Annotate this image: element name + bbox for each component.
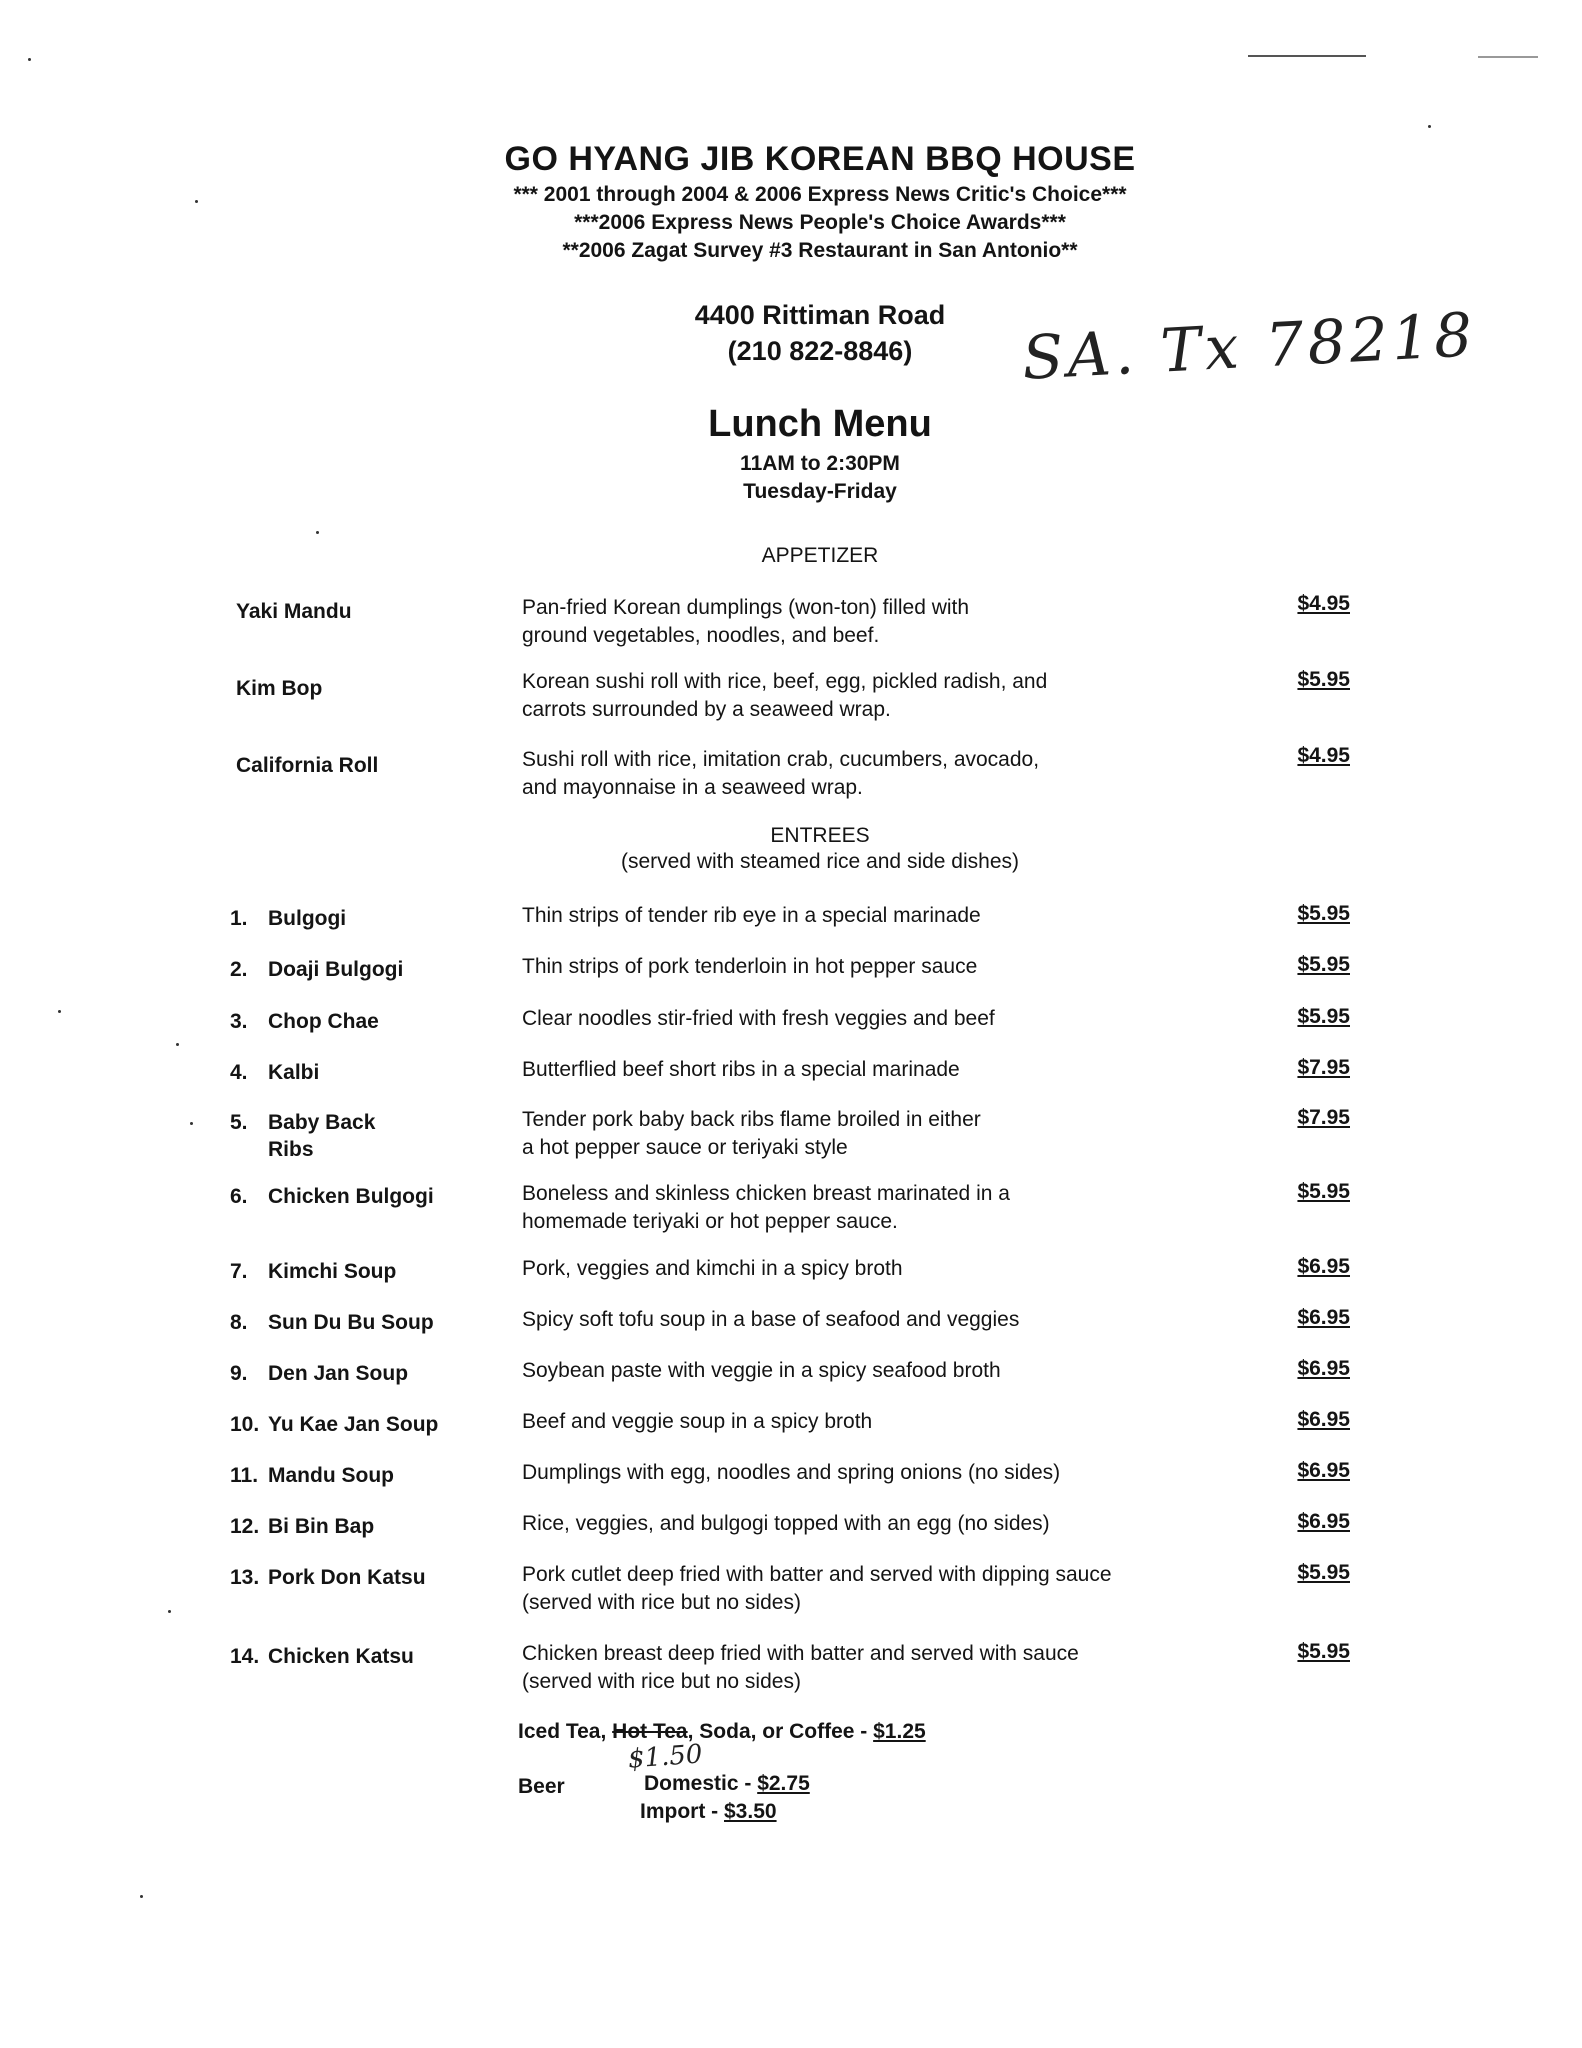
item-description-line: (served with rice but no sides) <box>522 1670 801 1693</box>
item-number: 5. <box>230 1111 248 1134</box>
item-name <box>268 1513 538 1540</box>
item-description <box>522 1306 1242 1334</box>
item-description <box>522 1357 1242 1385</box>
item-number: 9. <box>230 1362 248 1385</box>
beer-import <box>640 1800 777 1824</box>
scan-speck <box>316 531 319 534</box>
item-number: 2. <box>230 958 248 981</box>
item-description-line: ground vegetables, noodles, and beef. <box>522 624 880 647</box>
item-number: 4. <box>230 1061 248 1084</box>
item-name-line: Chicken Bulgogi <box>268 1185 434 1208</box>
item-name-line: Doaji Bulgogi <box>268 958 404 981</box>
item-price: $5.95 <box>1297 1005 1350 1028</box>
entrees-subheading: (served with steamed rice and side dishes) <box>620 850 1019 873</box>
item-description <box>522 1510 1242 1538</box>
item-description-line: homemade teriyaki or hot pepper sauce. <box>522 1210 898 1233</box>
beer-domestic <box>644 1772 810 1796</box>
item-description-line: and mayonnaise in a seaweed wrap. <box>522 776 863 799</box>
beer-import-price: $3.50 <box>724 1800 777 1823</box>
handwritten-price-correction: $1.50 <box>627 1739 704 1775</box>
item-description-line: Pork, veggies and kimchi in a spicy broth <box>522 1257 903 1280</box>
item-description-line: Soybean paste with veggie in a spicy seafood broth <box>522 1359 1001 1382</box>
item-price: $6.95 <box>1297 1459 1350 1482</box>
drinks-line <box>518 1720 926 1744</box>
item-price: $5.95 <box>1297 902 1350 925</box>
item-description <box>522 1106 1242 1162</box>
award-line-1: *** 2001 through 2004 & 2006 Express News Critic's Choice*** <box>513 183 1127 206</box>
item-number: 12. <box>230 1515 260 1538</box>
item-name: Yaki Mandu <box>236 600 352 623</box>
item-name <box>268 1258 538 1285</box>
item-description-line: Pork cutlet deep fried with batter and served with dipping sauce <box>522 1563 1112 1586</box>
item-price: $5.95 <box>1297 668 1350 691</box>
item-name <box>268 1462 538 1489</box>
item-name-line: Kimchi Soup <box>268 1260 397 1283</box>
scan-speck <box>58 1010 61 1013</box>
item-description-line: Sushi roll with rice, imitation crab, cucumbers, avocado, <box>522 748 1040 771</box>
item-name-line: Baby Back <box>268 1111 376 1134</box>
item-name <box>268 1309 538 1336</box>
scan-mark <box>1478 56 1538 58</box>
item-name-line: Sun Du Bu Soup <box>268 1311 434 1334</box>
entrees-heading: ENTREES <box>770 824 870 847</box>
item-number: 11. <box>230 1464 259 1487</box>
item-price: $5.95 <box>1297 1561 1350 1584</box>
item-name-line: Bi Bin Bap <box>268 1515 375 1538</box>
item-description-line: Spicy soft tofu soup in a base of seafood and veggies <box>522 1308 1020 1331</box>
item-description-line: Dumplings with egg, noodles and spring onions (no sides) <box>522 1461 1061 1484</box>
item-description <box>522 1056 1242 1084</box>
item-description <box>522 668 1242 724</box>
beer-label: Beer <box>518 1775 565 1798</box>
item-number: 13. <box>230 1566 260 1589</box>
item-description-line: (served with rice but no sides) <box>522 1591 801 1614</box>
phone-number: (210 822-8846) <box>727 336 913 366</box>
menu-title: Lunch Menu <box>708 403 932 445</box>
item-description <box>522 1180 1242 1236</box>
scan-speck <box>140 1895 143 1898</box>
item-name-line: Chicken Katsu <box>268 1645 414 1668</box>
item-description <box>522 1408 1242 1436</box>
item-price: $7.95 <box>1297 1056 1350 1079</box>
item-name-line: Ribs <box>268 1138 314 1161</box>
beer-domestic-label: Domestic - <box>644 1772 758 1795</box>
item-description-line: a hot pepper sauce or teriyaki style <box>522 1136 848 1159</box>
item-name-line: Yu Kae Jan Soup <box>268 1413 439 1436</box>
item-description <box>522 1255 1242 1283</box>
item-description-line: Boneless and skinless chicken breast marinated in a <box>522 1182 1010 1205</box>
item-name <box>268 1059 538 1086</box>
handwritten-location: SA. Tx 78218 <box>1020 300 1478 394</box>
item-description-line: Clear noodles stir-fried with fresh veggies and beef <box>522 1007 995 1030</box>
item-price: $6.95 <box>1297 1255 1350 1278</box>
menu-days: Tuesday-Friday <box>743 480 897 503</box>
item-number: 6. <box>230 1185 248 1208</box>
item-price: $5.95 <box>1297 1180 1350 1203</box>
item-name <box>268 1109 538 1163</box>
item-name <box>268 1008 538 1035</box>
item-price: $7.95 <box>1297 1106 1350 1129</box>
item-description-line: Beef and veggie soup in a spicy broth <box>522 1410 873 1433</box>
item-description-line: Rice, veggies, and bulgogi topped with an egg (no sides) <box>522 1512 1050 1535</box>
item-description <box>522 902 1242 930</box>
item-description <box>522 1561 1242 1617</box>
item-name <box>268 1183 538 1210</box>
appetizer-heading: APPETIZER <box>761 544 879 567</box>
item-name: California Roll <box>236 754 379 777</box>
award-line-2: ***2006 Express News People's Choice Awards*** <box>574 211 1066 234</box>
item-name-line: Pork Don Katsu <box>268 1566 426 1589</box>
item-description-line: Tender pork baby back ribs flame broiled in either <box>522 1108 981 1131</box>
restaurant-title: GO HYANG JIB KOREAN BBQ HOUSE <box>504 140 1136 178</box>
menu-hours: 11AM to 2:30PM <box>740 452 900 475</box>
item-name <box>268 905 538 932</box>
award-line-3: **2006 Zagat Survey #3 Restaurant in San Antonio** <box>562 239 1078 262</box>
item-description-line: Pan-fried Korean dumplings (won-ton) filled with <box>522 596 970 619</box>
item-name <box>268 1411 538 1438</box>
scan-speck <box>168 1610 171 1613</box>
beer-domestic-price: $2.75 <box>757 1772 810 1795</box>
drinks-text: , Soda, or Coffee - <box>687 1720 874 1743</box>
item-price: $4.95 <box>1297 592 1350 615</box>
scan-speck <box>190 1122 193 1125</box>
drinks-price: $1.25 <box>873 1720 926 1743</box>
item-description <box>522 1459 1242 1487</box>
item-number: 10. <box>230 1413 260 1436</box>
item-name-line: Bulgogi <box>268 907 347 930</box>
item-description-line: Butterflied beef short ribs in a special marinade <box>522 1058 960 1081</box>
item-name-line: Kalbi <box>268 1061 320 1084</box>
item-description <box>522 746 1242 802</box>
beer-import-label: Import - <box>640 1800 724 1823</box>
scan-speck <box>176 1043 179 1046</box>
item-description <box>522 1640 1242 1696</box>
item-description-line: Thin strips of pork tenderloin in hot pepper sauce <box>522 955 978 978</box>
scan-mark <box>1248 55 1366 57</box>
item-price: $6.95 <box>1297 1408 1350 1431</box>
item-price: $4.95 <box>1297 744 1350 767</box>
item-number: 1. <box>230 907 248 930</box>
item-price: $6.95 <box>1297 1357 1350 1380</box>
item-number: 14. <box>230 1645 260 1668</box>
item-price: $6.95 <box>1297 1510 1350 1533</box>
item-description-line: Chicken breast deep fried with batter and served with sauce <box>522 1642 1079 1665</box>
item-number: 3. <box>230 1010 248 1033</box>
item-name <box>268 1564 538 1591</box>
scan-speck <box>28 58 31 61</box>
item-description <box>522 1005 1242 1033</box>
item-description <box>522 594 1242 650</box>
drinks-text: Iced Tea, <box>518 1720 613 1743</box>
item-price: $6.95 <box>1297 1306 1350 1329</box>
item-name: Kim Bop <box>236 677 323 700</box>
item-name-line: Den Jan Soup <box>268 1362 409 1385</box>
item-description-line: Korean sushi roll with rice, beef, egg, pickled radish, and <box>522 670 1048 693</box>
item-name-line: Chop Chae <box>268 1010 379 1033</box>
item-name <box>268 1360 538 1387</box>
hot-tea-struck: Hot Tea <box>612 1720 688 1743</box>
item-price: $5.95 <box>1297 953 1350 976</box>
item-name <box>268 1643 538 1670</box>
item-description-line: Thin strips of tender rib eye in a special marinade <box>522 904 981 927</box>
item-number: 7. <box>230 1260 248 1283</box>
scan-speck <box>1428 125 1431 128</box>
street-address: 4400 Rittiman Road <box>694 300 946 330</box>
item-number: 8. <box>230 1311 248 1334</box>
item-description <box>522 953 1242 981</box>
item-name <box>268 956 538 983</box>
item-description-line: carrots surrounded by a seaweed wrap. <box>522 698 891 721</box>
item-name-line: Mandu Soup <box>268 1464 394 1487</box>
item-price: $5.95 <box>1297 1640 1350 1663</box>
